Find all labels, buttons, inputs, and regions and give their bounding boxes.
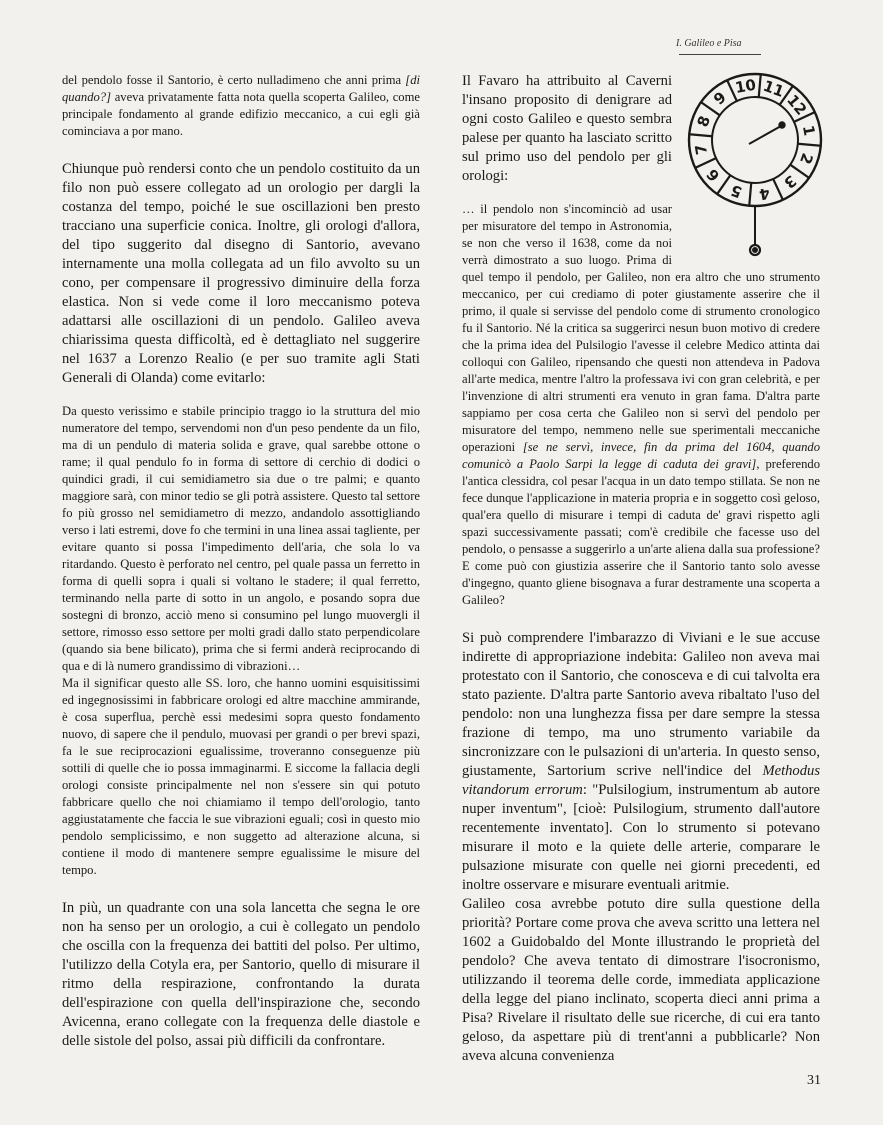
right-paragraph-2: [462, 629, 820, 895]
right-paragraph-1: Il Favaro ha attribuito al Caverni l'insano proposito di denigrare ad ogni costo Galileo e questo sembra palese per quanto ha lasciato scritto sul primo uso del pendolo per gli orologi:: [462, 73, 672, 184]
dial-hand: [749, 126, 781, 144]
text-span: , preferendo l'antica clessidra, col pesar l'acqua in un dato tempo stillata. Se non ne fece dunque l'applicazione in materia propria e in soggetto così geloso, qual'era quello di misurare i tempi di caduta de' gravi rispetto agli spazi successivamente passati; com'è credibile che facesse uso del pendolo, o pensasse a suggerirlo a un'arte aliena dalla sua professione? E come può con giustizia asserire che il Santorio tanto solo avesse d'ingegno, quanto gliene bisognava a furar destramente una scoperta a Galileo?: [462, 457, 820, 607]
dial-hour-number: 10: [733, 75, 758, 98]
left-paragraph-3: In più, un quadrante con una sola lancetta che segna le ore non ha senso per un orologio, a cui è collegato un pendolo che oscilla con la frequenza dei battiti del polso. Per ultimo, l'utilizzo della Cotyla era, per Santorio, quello di misurare il ritmo della respirazione, confrontando la durata dell'espirazione con quella dell'inspirazione che, secondo Avicenna, erano collegate con la frequenza delle diastole e delle sistole del polso, assai più difficili da confrontare.: [62, 900, 420, 1049]
dial-hour-number: 1: [798, 123, 819, 138]
editorial-note: [di quando?]: [62, 73, 420, 104]
left-paragraph-2: Chiunque può rendersi conto che un pendolo costituito da un filo non può essere collegato ad un orologio per dargli la costanza del tempo, poiché le sue oscillazioni ben presto tracciano una superficie conica. Inoltre, gli orologi d'allora, del tipo suggerito dal disegno di Santorio, avevano internamente una molla collegata ad un filo avvolto su un cono, per compensare il progressivo diminuire della forza elastica. Non si vede come il loro meccanismo poteva adattarsi alle oscillazioni di un pendolo. Galileo aveva chiarissima questa difficoltà, ed è dettagliato nel suggerire nel 1637 a Lorenzo Realio (e per suo tramite agli Stati Generali di Olanda) come evitarlo:: [62, 161, 420, 386]
text-span: Si può comprendere l'imbarazzo di Viviani e le sue accuse indirette di appropriazione indebita: Galileo non aveva mai protestato con il Santorio, che conosceva e di cui talvolta era stato paziente. D'altra parte Santorio aveva ribaltato l'uso del pendolo: non una lunghezza fissa per dare sempre la stessa frazione di tempo, ma uno strumento variabile da sincronizzare con le pulsazioni di un'arteria. In questo senso, giustamente, Sartorium scrive nell'indice del: [462, 630, 820, 779]
left-quote-2: Ma il significar questo alle SS. loro, che hanno uomini esquisitissimi ed ingegnosissimi in fabbricare orologi ed altre macchine ammirande, è cosa superflua, perchè essi medesimi sopra questo fondamento nuovo, di sapere che il pendulo, muovasi per grandi o per brevi spazi, fa le sue reciprocazioni egualissime, troveranno conseguenze più sottili di quelle che io possa immaginarmi. E siccome la fallacia degli orologi consiste principalmente nel non s'essere sin qui potuto fabbricare quello che noi chiamiamo il tempo dell'orologio, tanto aggiustatamente che faccia le sue vibrazioni eguali; così in questo mio pendolo semplicissimo, e non suggetto ad alterazione alcuna, si contiene il modo di mantenere sempre egualissime le misure del tempo.: [62, 676, 420, 877]
dial-hour-number: 11: [760, 76, 787, 101]
dial-divider: [749, 183, 751, 206]
text-span: aveva privatamente fatta nota quella scoperta Galileo, come principale fondamento al grande edifizio meccanico, a cui egli già cominciava a por mano.: [62, 90, 420, 138]
dial-hour-number: 3: [780, 171, 800, 192]
text-span: del pendolo fosse il Santorio, è certo nulladimeno che anni prima: [62, 73, 406, 87]
dial-hand-tip: [780, 123, 785, 128]
running-header: [676, 38, 824, 60]
dial-hour-number: 7: [691, 142, 712, 157]
dial-hour-number: 12: [783, 91, 811, 119]
text-span: … il pendolo non s'incominciò ad usar per misuratore del tempo in Astronomia, se non che verso il 1638, come da noi verrà dimostrato a suo luogo. Prima di quel tempo il pendolo, per Galileo, non era altro che uno strumento meccanico, per cui crediamo di poter giustamente asserire che il primo, il quale si servisse del pendolo come di strumento cronologico fu il Santorio. Né la critica sa suggerirci nesun buon motivo di credere che la prima idea del Pulsilogio l'avesse il celebre Medico attinta dai colloqui con Galileo, ripensando che questi non attendeva in Padova all'arte medica, mentre l'altro la professava ivi con gran celebrità, e per l'invenzione di altri strumenti era venuto in gran fama. D'altra parte sappiamo per cosa certa che Galileo non si servì del pendolo per misuratore del tempo, nemmeno nelle sue sperimentali meccaniche operazioni: [462, 202, 820, 454]
left-quote-1: Da questo verissimo e stabile principio traggo io la struttura del mio numeratore del tempo, servendomi non d'un peso pendente da un filo, ma di un pendulo di materia solida e grave, qual sarebbe ottone o rame; il qual pendulo fo in forma di settore di cerchio di dodici o quindici gradi, il cui semidiametro sia due o tre palmi; e quanto maggiore sarà, con minor tedio se gli potrà assistere. Questo tal settore fo più grosso nel semidiametro di mezzo, andandolo assottigliando verso i lati estremi, dove fo che termini in una linea assai tagliente, per evitare quanto si possa l'impedimento dell'aria, che sola lo va ritardando. Questo è perforato nel centro, pel quale passa un ferretto in forma di quelli sopra i quali si voltano le stadere; il qual ferretto, terminando nella parte di sotto in un angolo, e posando sopra due sostegni di bronzo, acciò meno si consumino pel lungo muovergli il settore, rimosso esso settore per molti gradi dallo stato perpendicolare (quando sia bene bilicato), prima che si fermi anderà reciprocando di qua e di là numero grandissimo di vibrazioni…: [62, 404, 420, 673]
right-column: [462, 72, 820, 1066]
header-rule: [679, 54, 761, 55]
dial-hour-number: 6: [703, 165, 724, 185]
dial-hour-number: 5: [728, 180, 745, 202]
dial-divider: [695, 158, 716, 168]
book-title: Methodus vitandorum errorum: [462, 763, 820, 798]
dial-hour-number: 4: [757, 183, 772, 204]
dial-divider: [689, 134, 712, 136]
dial-divider: [759, 74, 761, 97]
left-column: [62, 72, 420, 1051]
clock-dial-drawing: [680, 68, 830, 266]
dial-divider: [798, 144, 821, 146]
dial-divider: [773, 179, 783, 200]
dial-hour-number: 9: [710, 88, 730, 109]
dial-hour-number: 2: [795, 150, 817, 167]
text-span: : "Pulsilogium, instrumentum ab autore nuper inventum", [cioè: Pulsilogium, strumento dall'autore recentemente inventato]. Con lo strumento si potevano misurare il moto e la quiete delle arterie, comparare le pulsazione misurate con quelle nei giorni precedenti, ed inoltre osservare e misurare eventuali aritmie.: [462, 782, 820, 893]
editorial-note: [se ne servì, invece, fin da prima del 1604, quando comunicò a Paolo Sarpi la legge di caduta dei gravi]: [462, 440, 821, 471]
dial-hour-number: 8: [693, 113, 715, 130]
page-number: 31: [807, 1073, 821, 1088]
right-paragraph-3: Galileo cosa avrebbe potuto dire sulla questione della priorità? Portare come prova che aveva scritto una lettera nel 1602 a Guidobaldo del Monte illustrando le proprietà del pendolo? Che aveva tentato di dimostrare l'isocronismo, utilizzando il teorema delle corde, immediata applicazione della legge del piano inclinato, scoperta dieci anni prima a Pisa? Rivelare il risultato delle sue ricerche, di cui era tanto geloso, da aspettare più di trent'anni a pubblicarle? Non aveva alcuna convenienza: [462, 896, 820, 1064]
clock-dial-illustration: [680, 68, 830, 266]
pendulum-bob-center: [753, 248, 757, 252]
left-paragraph-1: [62, 72, 420, 140]
running-title: I. Galileo e Pisa: [676, 38, 742, 49]
